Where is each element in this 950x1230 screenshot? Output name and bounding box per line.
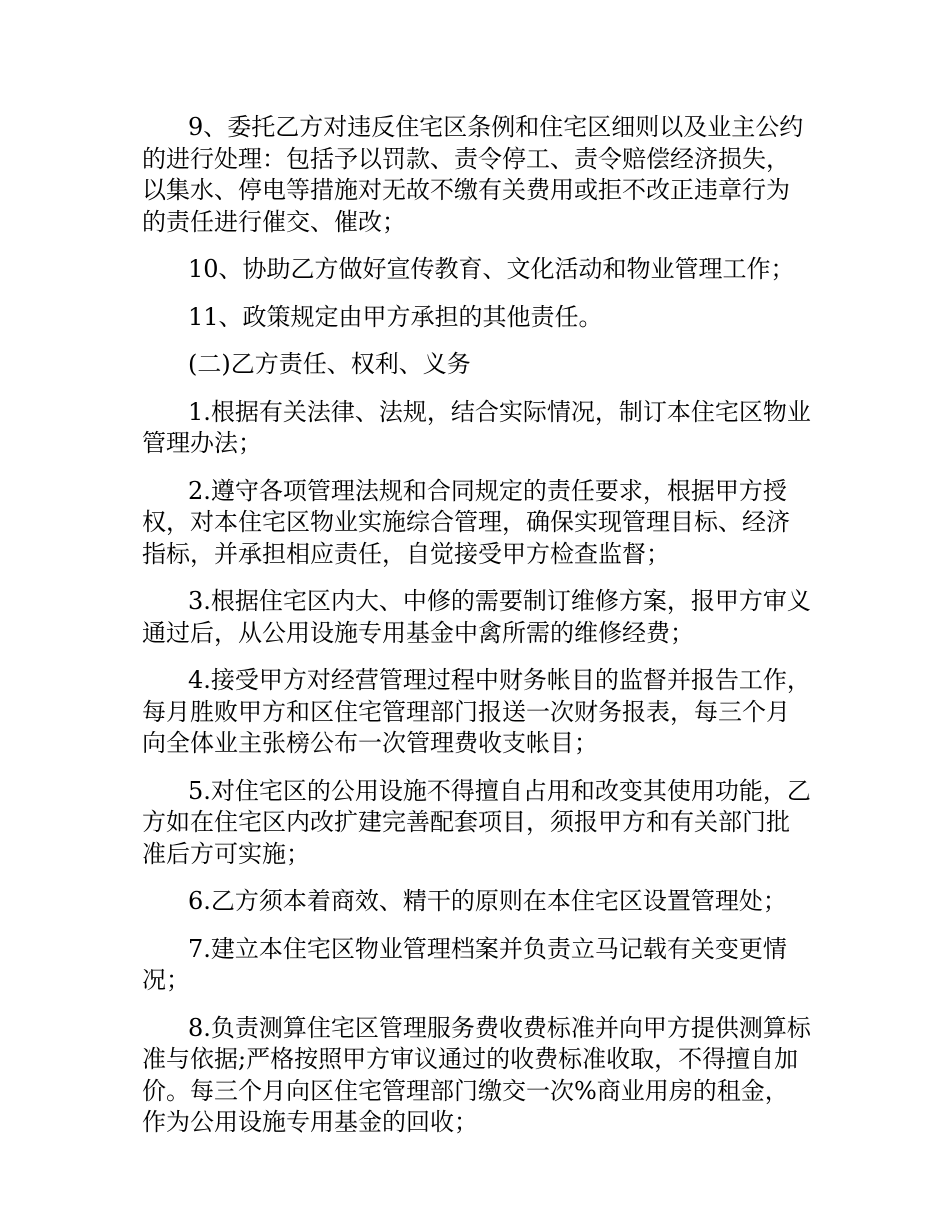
paragraph-item-6: 6.乙方须本着商效、精干的原则在本住宅区设置管理处； — [188, 887, 787, 915]
paragraph-item-10: 10、协助乙方做好宣传教育、文化活动和物业管理工作； — [188, 255, 795, 283]
paragraph-item-3: 3.根据住宅区内大、中修的需要制订维修方案，报甲方审义通过后，从公用设施专用基金中禽所需的维修经费； — [142, 587, 811, 647]
paragraph-item-1: 1.根据有关法律、法规，结合实际情况，制订本住宅区物业管理办法； — [142, 397, 811, 457]
paragraph-item-8: 8.负责测算住宅区管理服务费收费标准并向甲方提供测算标准与依据;严格按照甲方审议通过的收费标准收取，不得擅自加价。每三个月向区住宅管理部门缴交一次%商业用房的租金，作为公用设施专用基金的回收； — [142, 1013, 811, 1136]
paragraph-item-9: 9、委托乙方对违反住宅区条例和住宅区细则以及业主公约的进行处理：包括予以罚款、责令停工、责令赔偿经济损失，以集水、停电等措施对无故不缴有关费用或拒不改正违章行为的责任进行催交、催改； — [142, 113, 804, 236]
paragraph-item-2: 2.遵守各项管理法规和合同规定的责任要求，根据甲方授权，对本住宅区物业实施综合管理，确保实现管理目标、经济指标，并承担相应责任，自觉接受甲方检查监督； — [142, 476, 790, 568]
paragraph-item-4: 4.接受甲方对经营管理过程中财务帐目的监督并报告工作，每月胜败甲方和区住宅管理部门报送一次财务报表，每三个月向全体业主张榜公布一次管理费收支帐目； — [142, 666, 811, 757]
paragraph-item-7: 7.建立本住宅区物业管理档案并负责立马记载有关变更情况； — [142, 934, 787, 994]
paragraph-item-11: 11、政策规定由甲方承担的其他责任。 — [188, 302, 603, 331]
document-body — [142, 112, 812, 1155]
paragraph-item-5: 5.对住宅区的公用设施不得擅自占用和改变其使用功能，乙方如在住宅区内改扩建完善配套项目，须报甲方和有关部门批准后方可实施； — [142, 776, 811, 868]
section-heading: (二)乙方责任、权利、义务 — [188, 350, 471, 378]
